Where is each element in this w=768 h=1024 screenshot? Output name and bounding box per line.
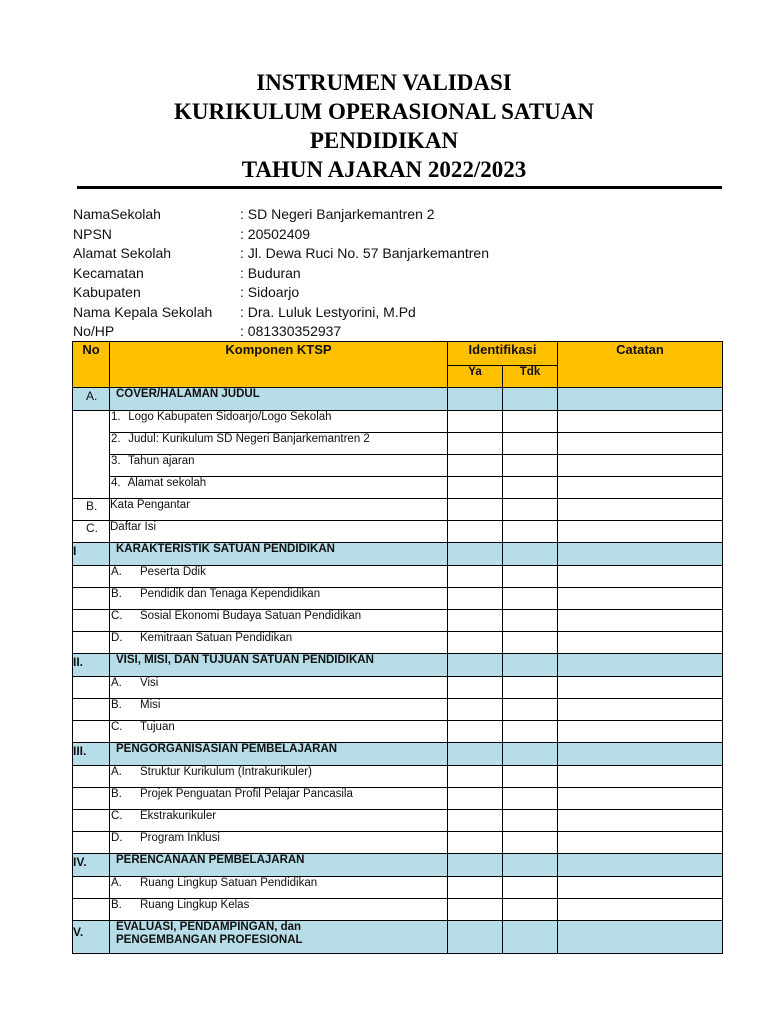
item-letter: D. <box>111 632 123 644</box>
table-row <box>73 677 723 699</box>
item-label <box>110 455 448 477</box>
catatan-cell[interactable] <box>558 455 723 477</box>
info-label: Alamat Sekolah <box>73 245 172 261</box>
ya-cell[interactable] <box>448 699 503 721</box>
table-row <box>73 632 723 654</box>
tdk-cell[interactable] <box>503 521 558 543</box>
item-label <box>110 411 448 433</box>
info-label: Kabupaten <box>73 284 141 300</box>
header-ya: Ya <box>448 366 503 388</box>
title-line-1: INSTRUMEN VALIDASI <box>256 70 512 95</box>
title-line-2: KURIKULUM OPERASIONAL SATUAN <box>173 99 594 124</box>
section-row-iv <box>73 854 723 877</box>
tdk-cell[interactable] <box>503 899 558 921</box>
tdk-cell[interactable] <box>503 388 558 411</box>
item-label: Kata Pengantar <box>110 499 448 521</box>
info-value: : Dra. Luluk Lestyorini, M.Pd <box>240 303 416 320</box>
item-letter: C. <box>111 810 123 822</box>
catatan-cell[interactable] <box>558 610 723 632</box>
tdk-cell[interactable] <box>503 699 558 721</box>
item-letter: B. <box>111 788 122 800</box>
item-label <box>110 677 448 699</box>
tdk-cell[interactable] <box>503 921 558 954</box>
info-label: NPSN <box>73 225 112 242</box>
section-row-a <box>73 388 723 411</box>
catatan-cell[interactable] <box>558 766 723 788</box>
catatan-cell[interactable] <box>558 899 723 921</box>
ya-cell[interactable] <box>448 743 503 766</box>
row-number-empty <box>73 566 110 588</box>
section-row-iii <box>73 743 723 766</box>
catatan-cell[interactable] <box>558 743 723 766</box>
catatan-cell[interactable] <box>558 521 723 543</box>
row-number-empty <box>73 610 110 632</box>
catatan-cell[interactable] <box>558 677 723 699</box>
row-number-empty <box>73 899 110 921</box>
item-letter: A. <box>111 877 122 889</box>
catatan-cell[interactable] <box>558 877 723 899</box>
tdk-cell[interactable] <box>503 610 558 632</box>
item-label <box>110 721 448 743</box>
item-letter: D. <box>111 832 123 844</box>
item-text: Program Inklusi <box>140 832 220 844</box>
ya-cell[interactable] <box>448 766 503 788</box>
section-row-v <box>73 921 723 954</box>
catatan-cell[interactable] <box>558 477 723 499</box>
item-label <box>110 699 448 721</box>
table-row <box>73 477 723 499</box>
row-number: II. <box>73 654 110 677</box>
row-number: I <box>73 543 110 566</box>
table-row <box>73 899 723 921</box>
tdk-cell[interactable] <box>503 721 558 743</box>
tdk-cell[interactable] <box>503 477 558 499</box>
info-value: : Sidoarjo <box>240 284 300 300</box>
validation-table <box>72 341 723 954</box>
catatan-cell[interactable] <box>558 632 723 654</box>
info-value: : Jl. Dewa Ruci No. 57 Banjarkemantren <box>240 245 489 261</box>
item-text: Sosial Ekonomi Budaya Satuan Pendidikan <box>140 610 362 622</box>
ya-cell[interactable] <box>448 411 503 433</box>
info-value: : 20502409 <box>240 225 311 242</box>
ya-cell[interactable] <box>448 588 503 610</box>
item-text: Pendidik dan Tenaga Kependidikan <box>140 588 321 600</box>
info-label: Kecamatan <box>73 264 144 281</box>
section-row-i <box>73 543 723 566</box>
tdk-cell[interactable] <box>503 766 558 788</box>
ya-cell[interactable] <box>448 499 503 521</box>
tdk-cell[interactable] <box>503 433 558 455</box>
table-row <box>73 521 723 543</box>
tdk-cell[interactable] <box>503 788 558 810</box>
catatan-cell[interactable] <box>558 543 723 566</box>
table-row <box>73 588 723 610</box>
ya-cell[interactable] <box>448 543 503 566</box>
item-text: Struktur Kurikulum (Intrakurikuler) <box>140 766 312 778</box>
item-text: Peserta Ddik <box>140 566 206 578</box>
info-label: NamaSekolah <box>73 206 161 222</box>
ya-cell[interactable] <box>448 788 503 810</box>
row-number-empty <box>73 721 110 743</box>
ya-cell[interactable] <box>448 810 503 832</box>
item-label <box>110 477 448 499</box>
header-catatan: Catatan <box>558 342 723 388</box>
row-number-empty <box>73 810 110 832</box>
item-label <box>110 766 448 788</box>
row-number-empty <box>73 588 110 610</box>
item-label <box>110 788 448 810</box>
item-letter: B. <box>111 588 122 600</box>
info-label: No/HP <box>73 323 115 339</box>
ya-cell[interactable] <box>448 388 503 411</box>
item-text: Alamat sekolah <box>127 477 207 489</box>
table-row <box>73 566 723 588</box>
section-label: KARAKTERISTIK SATUAN PENDIDIKAN <box>110 543 448 566</box>
table-row <box>73 433 723 455</box>
header-komponen: Komponen KTSP <box>110 342 448 388</box>
row-number: III. <box>73 743 110 766</box>
item-label <box>110 566 448 588</box>
row-number-empty <box>73 788 110 810</box>
ya-cell[interactable] <box>448 455 503 477</box>
table-row <box>73 788 723 810</box>
section-label-line-2: PENGEMBANGAN PROFESIONAL <box>116 934 303 946</box>
item-label: Daftar Isi <box>110 521 448 543</box>
section-label: VISI, MISI, DAN TUJUAN SATUAN PENDIDIKAN <box>110 654 448 677</box>
title-line-3: PENDIDIKAN <box>309 128 459 153</box>
item-label <box>110 832 448 854</box>
item-letter: B. <box>111 699 122 711</box>
item-number: 2. <box>111 433 121 445</box>
item-number: 4. <box>111 477 121 489</box>
tdk-cell[interactable] <box>503 588 558 610</box>
item-letter: C. <box>111 610 123 622</box>
section-row-ii <box>73 654 723 677</box>
info-value: : Buduran <box>240 264 301 281</box>
row-number: A. <box>73 388 110 411</box>
item-text: Ekstrakurikuler <box>140 810 217 822</box>
tdk-cell[interactable] <box>503 566 558 588</box>
header-identifikasi: Identifikasi <box>448 342 558 366</box>
item-label <box>110 610 448 632</box>
table-row <box>73 610 723 632</box>
item-label <box>110 588 448 610</box>
title-divider <box>77 186 722 189</box>
catatan-cell[interactable] <box>558 921 723 954</box>
catatan-cell[interactable] <box>558 854 723 877</box>
header-no: No <box>73 342 110 388</box>
item-text: Kemitraan Satuan Pendidikan <box>140 632 293 644</box>
catatan-cell[interactable] <box>558 810 723 832</box>
item-letter: A. <box>111 766 122 778</box>
item-number: 3. <box>111 455 121 467</box>
ya-cell[interactable] <box>448 477 503 499</box>
table-row <box>73 455 723 477</box>
table-row <box>73 499 723 521</box>
info-value: : SD Negeri Banjarkemantren 2 <box>240 206 435 222</box>
info-label: Nama Kepala Sekolah <box>73 303 213 320</box>
row-number-empty <box>73 766 110 788</box>
tdk-cell[interactable] <box>503 832 558 854</box>
tdk-cell[interactable] <box>503 411 558 433</box>
row-number-empty <box>73 877 110 899</box>
item-text: Projek Penguatan Profil Pelajar Pancasila <box>140 788 353 800</box>
row-number: V. <box>73 921 110 954</box>
item-text: Misi <box>140 699 161 711</box>
catatan-cell[interactable] <box>558 699 723 721</box>
catatan-cell[interactable] <box>558 832 723 854</box>
catatan-cell[interactable] <box>558 788 723 810</box>
item-text: Judul: Kurikulum SD Negeri Banjarkemantren 2 <box>128 433 370 445</box>
tdk-cell[interactable] <box>503 654 558 677</box>
table-row <box>73 699 723 721</box>
header-tdk: Tdk <box>503 366 558 388</box>
ya-cell[interactable] <box>448 921 503 954</box>
row-number-empty <box>73 632 110 654</box>
item-letter: C. <box>111 721 123 733</box>
row-number: B. <box>73 499 110 521</box>
catatan-cell[interactable] <box>558 566 723 588</box>
item-text: Ruang Lingkup Satuan Pendidikan <box>140 877 318 889</box>
item-label <box>110 433 448 455</box>
item-text: Tujuan <box>140 721 175 733</box>
section-label-line-1: EVALUASI, PENDAMPINGAN, dan <box>116 921 302 933</box>
tdk-cell[interactable] <box>503 743 558 766</box>
catatan-cell[interactable] <box>558 721 723 743</box>
item-letter: B. <box>111 899 122 911</box>
item-text: Visi <box>140 677 159 689</box>
table-row <box>73 832 723 854</box>
tdk-cell[interactable] <box>503 455 558 477</box>
row-number-empty <box>73 677 110 699</box>
ya-cell[interactable] <box>448 433 503 455</box>
ya-cell[interactable] <box>448 854 503 877</box>
row-number: IV. <box>73 854 110 877</box>
tdk-cell[interactable] <box>503 877 558 899</box>
row-number: C. <box>73 521 110 543</box>
item-text: Ruang Lingkup Kelas <box>140 899 250 911</box>
item-label <box>110 877 448 899</box>
ya-cell[interactable] <box>448 832 503 854</box>
item-text: Logo Kabupaten Sidoarjo/Logo Sekolah <box>128 411 332 423</box>
catatan-cell[interactable] <box>558 654 723 677</box>
tdk-cell[interactable] <box>503 854 558 877</box>
item-letter: A. <box>111 677 122 689</box>
ya-cell[interactable] <box>448 610 503 632</box>
ya-cell[interactable] <box>448 521 503 543</box>
ya-cell[interactable] <box>448 899 503 921</box>
table-header-row <box>73 342 723 366</box>
info-value: : 081330352937 <box>240 323 342 339</box>
section-label: COVER/HALAMAN JUDUL <box>110 388 448 411</box>
ya-cell[interactable] <box>448 877 503 899</box>
row-number-empty <box>73 411 110 499</box>
table-row <box>73 810 723 832</box>
catatan-cell[interactable] <box>558 411 723 433</box>
tdk-cell[interactable] <box>503 677 558 699</box>
ya-cell[interactable] <box>448 632 503 654</box>
title-line-4: TAHUN AJARAN 2022/2023 <box>241 157 527 182</box>
section-label: PENGORGANISASIAN PEMBELAJARAN <box>110 743 448 766</box>
table-row <box>73 766 723 788</box>
item-text: Tahun ajaran <box>128 455 195 467</box>
item-letter: A. <box>111 566 122 578</box>
document-title <box>0 68 768 184</box>
table-row <box>73 411 723 433</box>
row-number-empty <box>73 832 110 854</box>
item-label <box>110 899 448 921</box>
tdk-cell[interactable] <box>503 543 558 566</box>
section-label <box>110 921 448 954</box>
table-row <box>73 877 723 899</box>
catatan-cell[interactable] <box>558 588 723 610</box>
catatan-cell[interactable] <box>558 433 723 455</box>
ya-cell[interactable] <box>448 721 503 743</box>
tdk-cell[interactable] <box>503 810 558 832</box>
table-row <box>73 721 723 743</box>
tdk-cell[interactable] <box>503 499 558 521</box>
ya-cell[interactable] <box>448 654 503 677</box>
item-number: 1. <box>111 411 121 423</box>
item-label <box>110 810 448 832</box>
catatan-cell[interactable] <box>558 388 723 411</box>
tdk-cell[interactable] <box>503 632 558 654</box>
item-label <box>110 632 448 654</box>
section-label: PERENCANAAN PEMBELAJARAN <box>110 854 448 877</box>
catatan-cell[interactable] <box>558 499 723 521</box>
row-number-empty <box>73 699 110 721</box>
ya-cell[interactable] <box>448 677 503 699</box>
ya-cell[interactable] <box>448 566 503 588</box>
